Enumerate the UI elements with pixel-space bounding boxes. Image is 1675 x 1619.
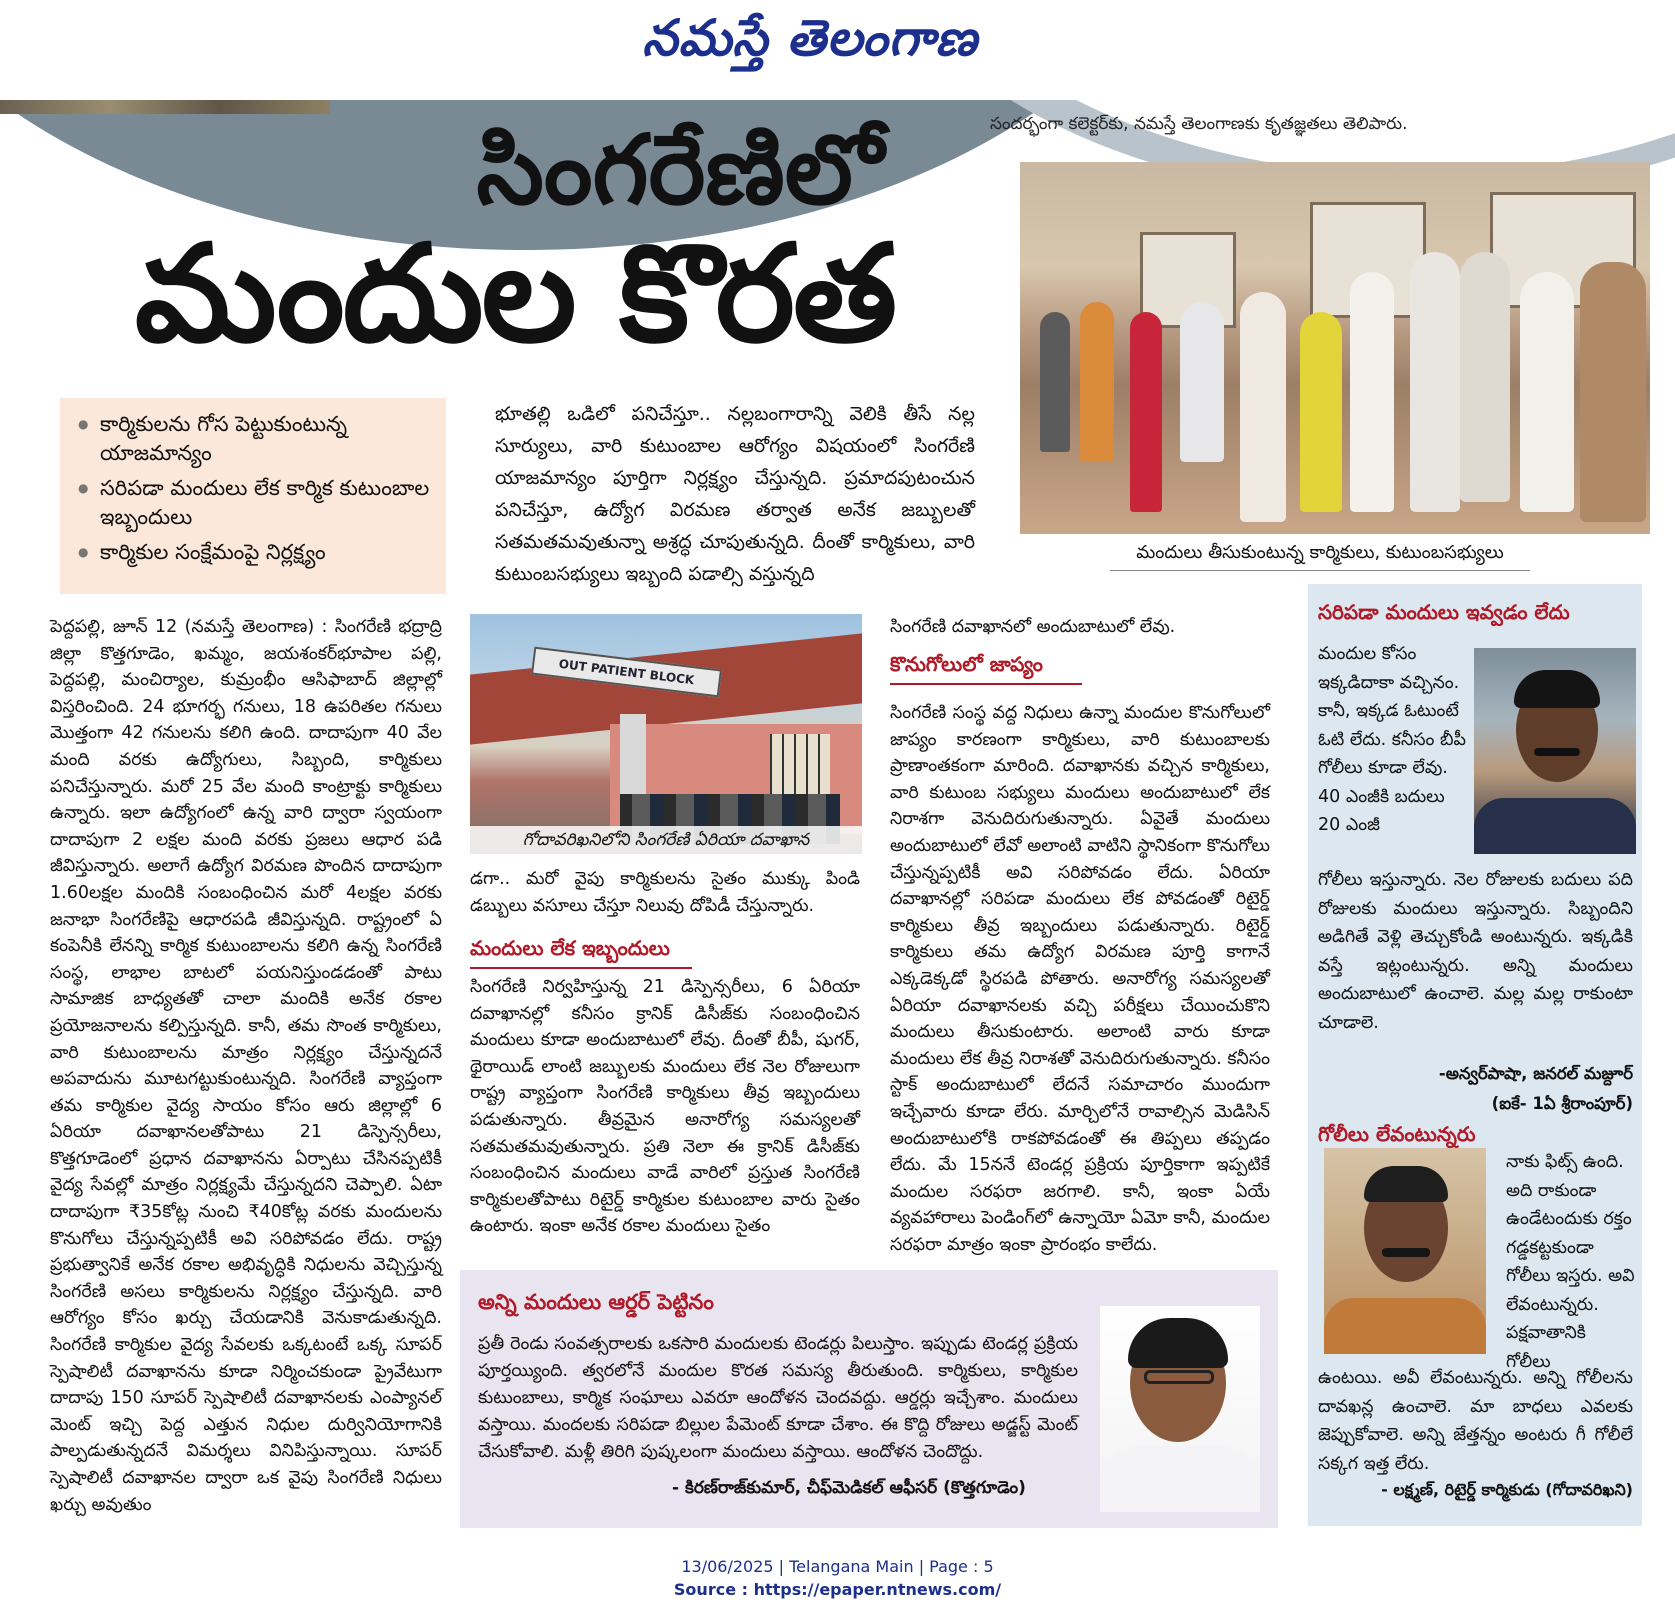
headline-line1: సింగరేణిలో (476, 113, 884, 226)
article-column-2-lead: డగా.. మరో వైపు కార్మికులను సైతం ముక్కు పిండి డబ్బులు వసూలు చేస్తూ నిలువు దోపిడీ చేస్తున్నారు. (470, 869, 860, 916)
article-column-1: పెద్దపల్లి, జూన్ 12 (నమస్తే తెలంగాణ) : సింగరేణి భద్రాద్రి జిల్లా కొత్తగూడెం, ఖమ్మం, జయశంకర్‌భూపాల పల్లి, పెద్దపల్లి, మంచిర్యాల, కుమ్రంభీం ఆసిఫాబాద్ జిల్లాల్లో విస్తరించింది. 24 భూగర్భ గనులు, 18 ఉపరితల గనులు మొత్తంగా 42 గనులను కలిగి ఉంది. దాదాపుగా 40 వేల మంది వరకు ఉద్యోగులు, సిబ్బంది, కార్మికులు పనిచేస్తున్నారు. మరో 25 వేల మంది కాంట్రాక్టు కార్మికులు ఉన్నారు. ఇలా ఉద్యోగంలో ఉన్న వారి ద్వారా స్వయంగా దాదాపుగా 2 లక్షల మంది వరకు ప్రజలు ఆధార పడి జీవిస్తున్నారు. అలాగే ఉద్యోగ విరమణ పొందిన దాదాపుగా 1.60లక్షల మందికి సంబంధించిన మరో 4లక్షల వరకు జనాభా సింగరేణిపై ఆధారపడి జీవిస్తున్నది. రాష్ట్రంలో ఏ కంపెనీకి లేనన్ని కార్మిక కుటుంబాలను కలిగి ఉన్న సింగరేణి సంస్థ, లాభాల బాటలో పయనిస్తుండడంతో పాటు సామాజిక బాధ్యతతో చాలా మందికి అనేక రకాల ప్రయోజనాలను కల్పిస్తున్నది. కానీ, తమ సొంత కార్మికులు, వారి కుటుంబాలను మాత్రం నిర్లక్ష్యం చేస్తున్నదనే అపవాదును మూటగట్టుకుంటున్నది. సింగరేణి వ్యాప్తంగా తమ కార్మికుల వైద్య సాయం కోసం ఆరు జిల్లాల్లో 6 ఏరియా దవాఖానలతోపాటు 21 డిస్పెన్సరీలు, కొత్తగూడెంలో ప్రధాన దవాఖానను ఏర్పాటు చేసినప్పటికీ వైద్య సేవల్లో మాత్రం నిర్లక్ష్యమే చేస్తున్నదని చెప్పాలి. ఏటా దాదాపుగా ₹35కోట్ల నుంచి ₹40కోట్ల వరకు మందులను కొనుగోలు చేస్తున్నప్పటికీ అవి సరిపోవడం లేదు. రాష్ట్ర ప్రభుత్వానికే అనేక రకాల అభివృద్ధికి నిధులను వెచ్చిస్తున్న సింగరేణి అసలు కార్మికులను నిర్లక్ష్యం చేస్తున్నది. వారి ఆరోగ్యం కోసం ఖర్చు చేయడానికి వెనుకాడుతున్నది. సింగరేణి కార్మికుల వైద్య సేవలకు ఒక్కటంటే ఒక్క సూపర్ స్పెషాలిటీ దవాఖానను కూడా నిర్మించకుండా ప్రైవేటుగా దాదాపు 150 సూపర్ స్పెషాలిటీ దవాఖానలకు ఎంప్యానల్ మెంట్ ఇచ్చి పెద్ద ఎత్తున నిధుల దుర్వినియోగానికి పాల్పడుతున్నదనే విమర్శలు వినిపిస్తున్నాయి. సూపర్ స్పెషాలిటీ దవాఖానల ద్వారా ఒక వైపు సింగరేణి నిధులు ఖర్చు అవుతుం (50, 617, 442, 1515)
headline-line2: మందుల కొరత (134, 214, 896, 372)
bullet-summary-box (60, 398, 446, 594)
officer-signature: - కిరణ్‌రాజ్‌కుమార్, చీఫ్‌మెడికల్ ఆఫీసర్ (కొత్తగూడెం) (672, 1478, 1026, 1498)
subheading-shortage (470, 936, 692, 969)
article-column-3-lead: సింగరేణి దవాఖానలో అందుబాటులో లేవు. (890, 617, 1176, 637)
hospital-sign: OUT PATIENT BLOCK (531, 647, 722, 698)
intro-paragraph: భూతల్లి ఒడిలో పనిచేస్తూ.. నల్లబంగారాన్ని వెలికి తీసే నల్ల సూర్యులు, వారి కుటుంబాల ఆరోగ్యం విషయంలో సింగరేణి యాజమాన్యం పూర్తిగా నిర్లక్ష్యం చేస్తున్నది. ప్రమాదపుటంచున పనిచేస్తూ, ఉద్యోగ విరమణ తర్వాత అనేక జబ్బులతో సతమతమవుతున్నా అశ్రద్ధ చూపుతున్నది. దీంతో కార్మికులు, వారి కుటుంబసభ్యులు ఇబ్బంది పడాల్సి వస్తున్నది (495, 403, 975, 585)
quote1-signature: -అన్వర్‌పాషా, జనరల్ మజ్దూర్ (1438, 1064, 1633, 1083)
footer-edition: 13/06/2025 | Telangana Main | Page : 5 (681, 1557, 994, 1576)
officer-quote-title: అన్ని మందులు ఆర్డర్ పెట్టినం (478, 1290, 714, 1314)
quote2-text-b: ఉంటయి. అవీ లేవంటున్నరు. అన్ని గోలీలను దావఖన్ల ఉంచాలె. మా బాధలు ఎవలకు జెప్పుకోవాలె. అన్ని జేత్తన్నం అంటరు గీ గోలీలే సక్కగ ఇత్త లేరు. (1318, 1368, 1633, 1474)
quote2-heading (1318, 1122, 1476, 1151)
bullet-item: ● సరిపడా మందులు లేక కార్మిక కుటుంబాల ఇబ్బందులు (74, 474, 432, 532)
subheading-underline (890, 683, 1082, 685)
queue-photo (1020, 162, 1650, 534)
masthead-logo: నమస్తే తెలంగాణ (642, 8, 978, 67)
quote1-text-b: గోలీలు ఇస్తున్నారు. నెల రోజులకు బదులు పది రోజులకు మందులు ఇస్తున్నారు. సిబ్బందిని అడిగితే వెళ్లి తెచ్చుకోండి అంటున్నరు. ఇక్కడికి వస్తే ఇట్లంటున్నరు. అన్ని మందులు అందుబాటులో ఉంచాలె. మల్ల మల్ల రాకుంటా చూడాలె. (1318, 870, 1633, 1033)
subheading-text: మందులు లేక ఇబ్బందులు (470, 936, 670, 960)
quote2-text-a: నాకు ఫిట్స్ ఉంది. అది రాకుండా ఉండేటందుకు రక్తం గడ్డకట్టకుండా గోలీలు ఇస్తరు. అవి లేవంటున్నరు. పక్షవాతానికి గోలీలు (1506, 1152, 1635, 1372)
caption-rule (1110, 570, 1530, 571)
hospital-photo-caption: గోదావరిఖనిలోని సింగరేణి ఏరియా దవాఖాన (470, 826, 862, 854)
quote2-title: గోలీలు లేవంటున్నరు (1318, 1122, 1476, 1146)
hospital-photo (470, 614, 862, 854)
quote2-signature: - లక్ష్మణ్, రిటైర్డ్ కార్మికుడు (గోదావరిఖని) (1381, 1480, 1633, 1499)
officer-photo (1100, 1306, 1260, 1512)
quote1-title: సరిపడా మందులు ఇవ్వడం లేదు (1318, 600, 1570, 624)
bullet-item: ● కార్మికుల సంక్షేమంపై నిర్లక్ష్యం (74, 538, 432, 567)
article-column-3: సింగరేణి సంస్థ వద్ద నిధులు ఉన్నా మందుల కొనుగోలులో జాప్యం కారణంగా కార్మికులు, వారి కుటుంబాలకు ప్రాణాంతకంగా మారింది. దవాఖానకు వచ్చిన కార్మికులు, వారి కుటుంబ సభ్యులు మందులు అందుబాటులో లేక నిరాశగా వెనుదిరుగుతున్నారు. ఏవైతే మందులు అందుబాటులో లేవో అలాంటి వాటిని స్థానికంగా కొనుగోలు చేస్తున్నప్పటికీ అవి సరిపోవడం లేదు. ఏరియా దవాఖానల్లో సరిపడా మందులు లేక పోవడంతో రిటైర్డ్ కార్మికులు తీవ్ర ఇబ్బందులు పడుతున్నారు. రిటైర్డ్ కార్మికులు తమ ఉద్యోగ విరమణ పూర్తి కాగానే ఎక్కడెక్కడో స్థిరపడి పోతారు. అనారోగ్య సమస్యలతో ఏరియా దవాఖానలకు వచ్చి పరీక్షలు చేయించుకొని మందులు తీసుకుంటారు. అలాంటి వారు కూడా మందులు లేక తీవ్ర నిరాశతో వెనుదిరుగుతున్నారు. కనీసం స్టాక్ అందుబాటులో లేదనే సమాచారం ముందుగా ఇచ్చేవారు కూడా లేరు. మార్చిలోనే రావాల్సిన మెడిసిన్ అందుబాటులోకి రాకపోవడంతో ఈ తిప్పలు తప్పడం లేదు. మే 15ననే టెండర్ల ప్రక్రియ పూర్తికాగా ఇప్పటికే మందుల సరఫరా జరగాలి. కానీ, ఇంకా ఏయే వ్యవహారాలు పెండింగ్‌లో ఉన్నాయో ఏమో కానీ, మందుల సరఫరా మాత్రం ఇంకా ప్రారంభం కాలేదు. (890, 703, 1270, 1255)
quote1-signature-place: (ఐకే- 1ఏ శ్రీరాంపూర్) (1491, 1094, 1633, 1113)
queue-photo-caption: మందులు తీసుకుంటున్న కార్మికులు, కుటుంబసభ్యులు (1136, 542, 1504, 563)
subheading-text: కొనుగోలులో జాప్యం (890, 652, 1043, 676)
subheading-delay (890, 652, 1082, 685)
worker2-photo (1324, 1148, 1486, 1354)
officer-quote-text: ప్రతీ రెండు సంవత్సరాలకు ఒకసారి మందులకు టెండర్లు పిలుస్తాం. ఇప్పుడు టెండర్ల ప్రక్రియ పూర్తయ్యింది. త్వరలోనే మందుల కొరత సమస్య తీరుతుంది. కార్మికులు, కార్మికుల కుటుంబాలు, కార్మిక సంఘాలు ఎవరూ ఆందోళన చెందవద్దు. ఆర్డర్లు ఇచ్చేశాం. మందులు వస్తాయి. మందలకు సరిపడా బిల్లుల పేమెంట్ కూడా చేశాం. ఈ కొద్ది రోజులు అడ్జస్ట్ మెంట్ చేసుకోవాలి. మళ్లీ తిరిగి పుష్కలంగా మందులు వస్తాయి. ఆందోళన చెందొద్దు. (478, 1334, 1078, 1462)
article-column-2: సింగరేణి నిర్వహిస్తున్న 21 డిస్పెన్సరీలు, 6 ఏరియా దవాఖానల్లో కనీసం క్రానిక్ డిసీజ్‌కు సంబంధించిన మందులు కూడా అందుబాటులో లేవు. దీంతో బీపీ, షుగర్, థైరాయిడ్ లాంటి జబ్బులకు మందులు లేక నెల రోజులుగా రాష్ట్ర వ్యాప్తంగా సింగరేణి కార్మికులు తీవ్ర ఇబ్బందులు పడుతున్నారు. తీవ్రమైన అనారోగ్య సమస్యలతో సతమతమవుతున్నారు. ప్రతి నెలా ఈ క్రానిక్ డిసీజ్‌కు సంబంధించిన మందులు వాడే వారిలో ప్రస్తుత సింగరేణి కార్మికులతోపాటు రిటైర్డ్ కార్మికుల కుటుంబాల వారు సైతం ఉంటారు. ఇంకా అనేక రకాల మందులు సైతం (470, 977, 860, 1237)
subheading-underline (470, 967, 692, 969)
footer-source-link[interactable]: Source : https://epaper.ntnews.com/ (673, 1580, 1002, 1599)
quote1-text-a: మందుల కోసం ఇక్కడిదాకా వచ్చినం. కానీ, ఇక్కడ ఓటుంటే ఓటి లేదు. కనీసం బీపీ గోలీలు కూడా లేవు. 40 ఎంజీకి బదులు 20 ఎంజీ (1318, 644, 1466, 835)
top-caption: సందర్భంగా కలెక్టర్‌కు, నమస్తే తెలంగాణకు కృతజ్ఞతలు తెలిపారు. (990, 114, 1408, 134)
bullet-item: ● కార్మికులను గోస పెట్టుకుంటున్న యాజమాన్యం (74, 410, 432, 468)
worker1-photo (1474, 648, 1636, 854)
